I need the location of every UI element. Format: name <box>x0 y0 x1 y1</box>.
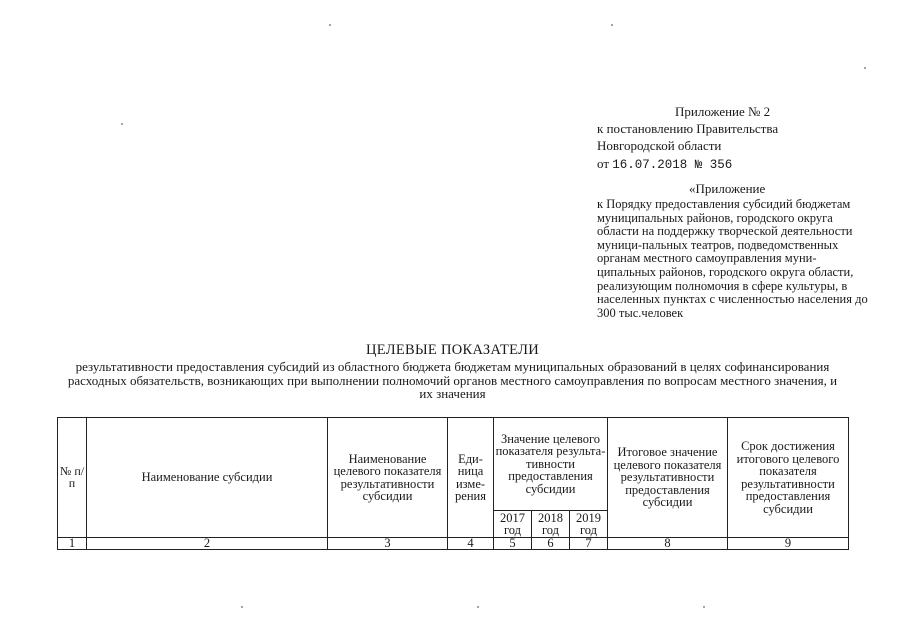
scan-speck <box>329 24 331 26</box>
column-number-cell: 4 <box>448 538 494 550</box>
document-subtitle: результативности предоставления субсидий из областного бюджета бюджетам муниципальных образований в целях софинансирования расходных обязательств, возникающих при выполнении полномочий органов местного самоуправления по вопросам местного значения, и их значения <box>67 359 838 401</box>
header-year-2019: 2019 год <box>570 511 608 538</box>
header-unit-cell: Еди-ница изме-рения <box>448 418 494 538</box>
header-final-value-cell: Итоговое значение целевого показателя результативности предоставления субсидии <box>608 418 728 538</box>
column-number-cell: 3 <box>328 538 448 550</box>
document-title: ЦЕЛЕВЫЕ ПОКАЗАТЕЛИ <box>365 342 540 358</box>
column-number-cell: 8 <box>608 538 728 550</box>
scan-speck <box>121 123 123 125</box>
column-number-cell: 1 <box>58 538 87 550</box>
header-value-cell: Значение целевого показателя результа-тивности предоставления субсидии <box>494 418 608 511</box>
decree-date-line <box>597 156 732 173</box>
scan-speck <box>241 606 243 608</box>
table-column-numbers-row <box>58 538 849 550</box>
column-number-cell: 7 <box>570 538 608 550</box>
decree-date-number: 16.07.2018 № 356 <box>612 158 733 172</box>
column-number-cell: 9 <box>728 538 849 550</box>
appendix-number: Приложение № 2 <box>675 104 771 119</box>
scan-speck <box>703 606 705 608</box>
order-reference-paragraph: к Порядку предоставления субсидий бюджетам муниципальных районов, городского округа области на поддержку творческой деятельности муници-пальных театров, подведомственных органам местного самоуправления муни-ципальных районов, городского округа области, реализующим полномочия в сфере культуры, в населенных пунктах с численностью населения до 300 тыс.человек <box>597 197 868 320</box>
quoted-appendix-title: «Приложение <box>689 181 766 196</box>
table-header-row <box>58 418 849 511</box>
header-year-2018: 2018 год <box>532 511 570 538</box>
scan-speck <box>477 606 479 608</box>
scan-speck <box>864 67 866 69</box>
header-number-cell: № п/п <box>58 418 87 538</box>
column-number-cell: 2 <box>87 538 328 550</box>
header-year-2017: 2017 год <box>494 511 532 538</box>
column-number-cell: 5 <box>494 538 532 550</box>
indicators-table <box>57 417 849 550</box>
date-prefix: от <box>597 156 610 171</box>
header-indicator-name-cell: Наименование целевого показателя результативности субсидии <box>328 418 448 538</box>
region-name: Новгородской области <box>597 138 722 153</box>
header-subsidy-name-cell: Наименование субсидии <box>87 418 328 538</box>
decree-reference: к постановлению Правительства <box>597 121 779 136</box>
column-number-cell: 6 <box>532 538 570 550</box>
scan-speck <box>611 24 613 26</box>
header-deadline-cell: Срок достижения итогового целевого показателя результативности предоставления субсидии <box>728 418 849 538</box>
